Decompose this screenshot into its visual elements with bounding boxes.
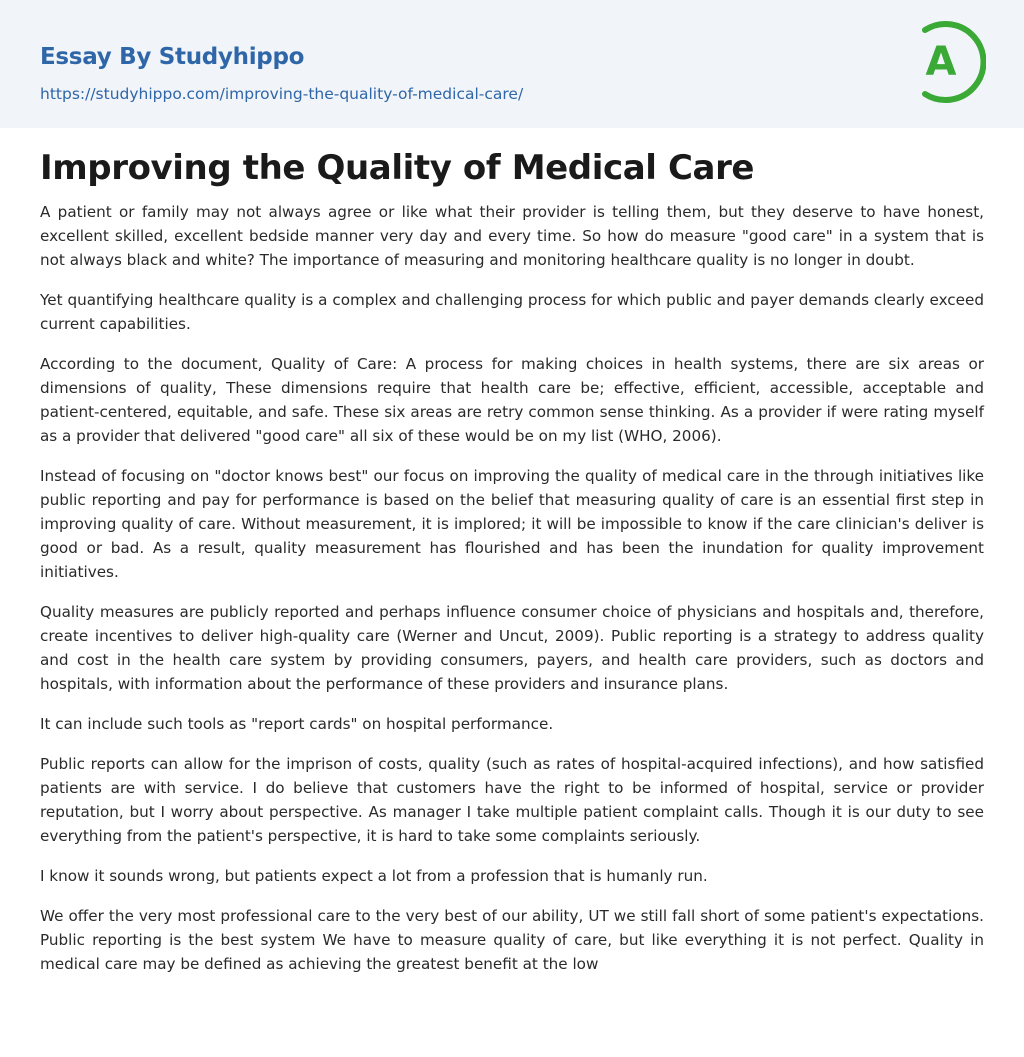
site-title[interactable]: Essay By Studyhippo	[40, 44, 305, 70]
source-url-link[interactable]: https://studyhippo.com/improving-the-quality-of-medical-care/	[40, 85, 524, 103]
logo-letter: A	[925, 39, 957, 85]
site-header	[0, 0, 1024, 128]
article-paragraph: Instead of focusing on "doctor knows best" our focus on improving the quality of medical care in the through initiatives like public reporting and pay for performance is based on the belief that measuring quality of care is an essential first step in improving quality of care. Without measurement, it is implored; it will be impossible to know if the care clinician's deliver is good or bad. As a result, quality measurement has flourished and has been the inundation for quality improvement initiatives.	[40, 467, 984, 581]
article-paragraph: It can include such tools as "report cards" on hospital performance.	[40, 715, 554, 733]
article-paragraph: Quality measures are publicly reported and perhaps influence consumer choice of physicians and hospitals and, therefore, create incentives to deliver high-quality care (Werner and Uncut, 2009). Public reporting is a strategy to address quality and cost in the health care system by providing consumers, payers, and health care providers, such as doctors and hospitals, with information about the performance of these providers and insurance plans.	[40, 603, 984, 693]
article-paragraph: According to the document, Quality of Care: A process for making choices in health systems, there are six areas or dimensions of quality, These dimensions require that health care be; effective, efficient, accessible, acceptable and patient-centered, equitable, and safe. These six areas are retry common sense thinking. As a provider if were rating myself as a provider that delivered "good care" all six of these would be on my list (WHO, 2006).	[40, 355, 984, 445]
article-paragraph: Yet quantifying healthcare quality is a complex and challenging process for which public and payer demands clearly exceed current capabilities.	[40, 291, 984, 333]
article-paragraph: We offer the very most professional care to the very best of our ability, UT we still fall short of some patient's expectations. Public reporting is the best system We have to measure quality of care, but like everything it is not perfect. Quality in medical care may be defined as achieving the greatest benefit at the low	[40, 907, 984, 973]
article-body	[40, 200, 984, 992]
article-paragraph: I know it sounds wrong, but patients expect a lot from a profession that is humanly run.	[40, 867, 708, 885]
article-paragraph: A patient or family may not always agree or like what their provider is telling them, but they deserve to have honest, excellent skilled, excellent bedside manner very day and every time. So how do measure "good care" in a system that is not always black and white? The importance of measuring and monitoring healthcare quality is no longer in doubt.	[40, 203, 984, 269]
article-paragraph: Public reports can allow for the imprison of costs, quality (such as rates of hospital-acquired infections), and how satisfied patients are with service. I do believe that customers have the right to be informed of hospital, service or provider reputation, but I worry about perspective. As manager I take multiple patient complaint calls. Though it is our duty to see everything from the patient's perspective, it is hard to take some complaints seriously.	[40, 755, 984, 845]
studyhippo-logo-icon[interactable]	[914, 19, 986, 105]
page-title: Improving the Quality of Medical Care	[40, 148, 755, 188]
